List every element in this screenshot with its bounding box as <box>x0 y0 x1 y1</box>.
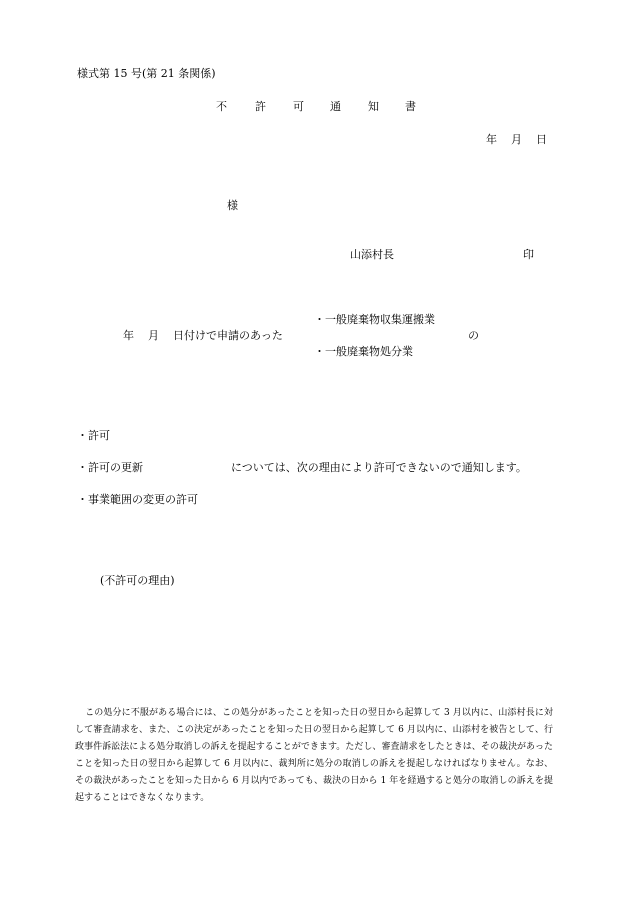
permit-type-scope-change: ・事業範囲の変更の許可 <box>77 493 198 506</box>
application-date-year: 年 <box>123 329 134 342</box>
title-char: 可 <box>293 100 304 113</box>
business-type-collection: ・一般廃棄物収集運搬業 <box>314 313 435 326</box>
refusal-statement: については、次の理由により許可できないので通知します。 <box>231 461 527 474</box>
particle-no: の <box>468 329 479 342</box>
issuer-name: 山添村長 <box>350 248 394 261</box>
date-month: 月 <box>511 133 522 146</box>
permit-type-new: ・許可 <box>77 429 110 442</box>
application-date-month: 月 <box>148 329 159 342</box>
addressee-suffix: 様 <box>227 199 238 212</box>
title-char: 通 <box>330 100 341 113</box>
appeal-notice-text: この処分に不服がある場合には、この処分があったことを知った日の翌日から起算して 3 月以内に、山添村長に対して審査請求を、また、この決定があったことを知った日の翌日から起算して 6 月以内に、山添村を被告として、行政事件訴訟法による処分取消しの訴えを提起することができます。ただし、審査請求をしたときは、その裁決があったことを知った日の翌日から起算して 6 月以内に、裁判所に処分の取消しの訴えを提起しなければなりません。なお、その裁決があったことを知った日から 6 月以内であっても、裁決の日から 1 年を経過すると処分の取消しの訴えを提起することはできなくなります。 <box>75 708 553 803</box>
title-char: 知 <box>368 100 379 113</box>
title-char: 書 <box>405 100 416 113</box>
business-type-disposal: ・一般廃棄物処分業 <box>314 345 413 358</box>
application-date-suffix: 日付けで申請のあった <box>173 329 283 342</box>
date-day: 日 <box>536 133 547 146</box>
seal-mark: 印 <box>523 248 534 261</box>
appeal-notice <box>75 705 553 807</box>
date-year: 年 <box>486 133 497 146</box>
title-char: 許 <box>255 100 266 113</box>
permit-type-renewal: ・許可の更新 <box>77 461 143 474</box>
reason-heading: (不許可の理由) <box>100 574 175 587</box>
title-char: 不 <box>216 100 227 113</box>
form-number-label: 様式第 15 号(第 21 条関係) <box>77 67 216 80</box>
